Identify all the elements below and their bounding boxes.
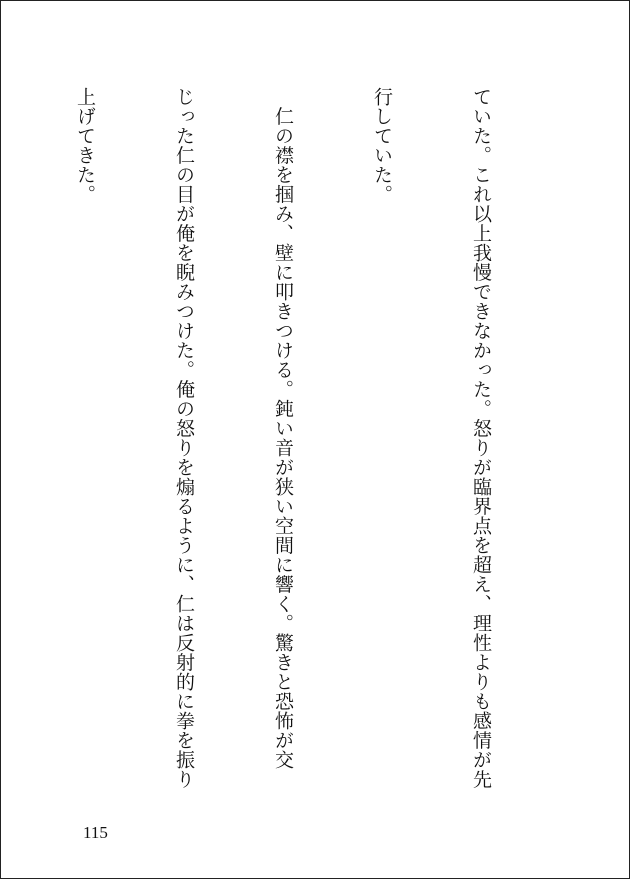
- text-line: 上げてきた。: [74, 87, 96, 204]
- text-line: ていた。これ以上我慢できなかった。怒りが臨界点を超え、理性よりも感情が先: [470, 87, 492, 789]
- text-line: [0, 87, 2, 807]
- page-number: 115: [83, 823, 108, 842]
- text-line: 仁の襟を掴み、壁に叩きつける。鈍い音が狭い空間に響く。驚きと恐怖が交: [272, 87, 294, 770]
- vertical-text-body: [0, 87, 563, 807]
- text-line: 行していた。: [371, 87, 393, 204]
- text-line: じった仁の目が俺を睨みつけた。俺の怒りを煽るように、仁は反射的に拳を振り: [173, 87, 195, 789]
